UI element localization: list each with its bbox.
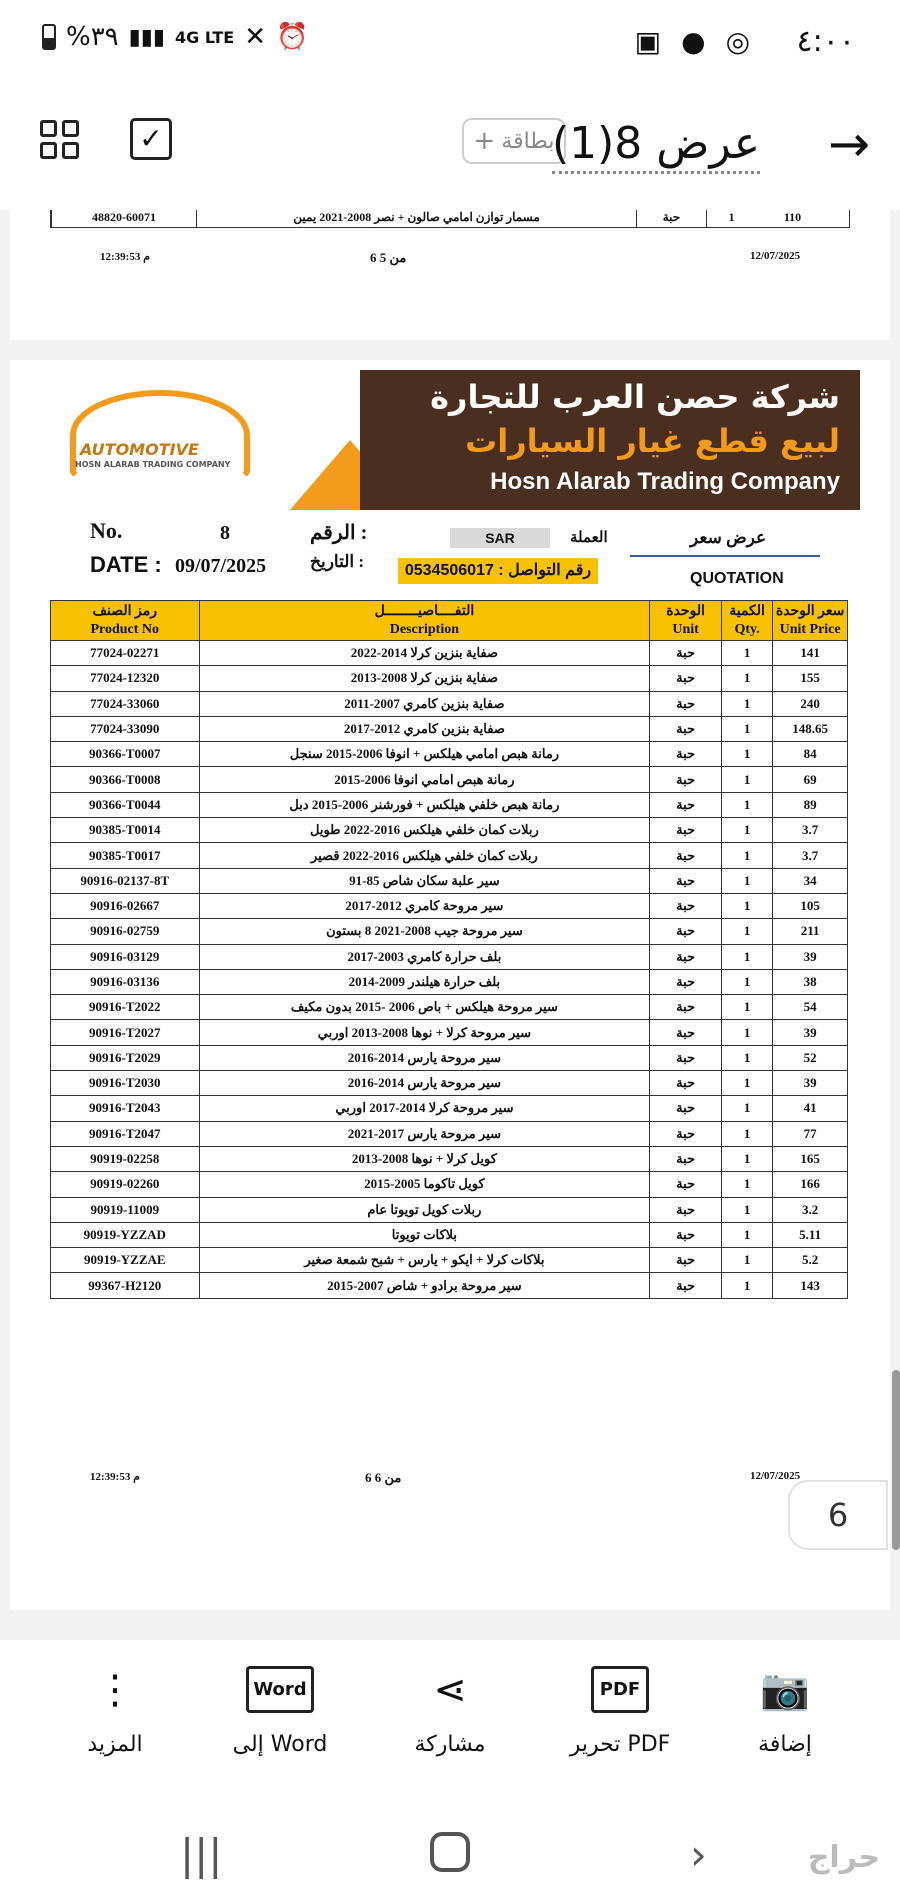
header-price-ar: سعر الوحدة [775,604,845,619]
word-icon [205,1660,355,1720]
edit-pdf-label: تحرير PDF [569,1732,671,1757]
cell-unit-price: 5.11 [773,1222,848,1247]
cell-description: بلاكات كرلا + ايكو + يارس + شبح شمعة صغير [199,1248,650,1273]
cell-unit-price: 84 [773,742,848,767]
edit-pdf-button[interactable] [545,1660,695,1757]
banner-english-title: Hosn Alarab Trading Company [490,468,840,495]
document-title[interactable]: عرض 8(1) [552,118,760,174]
gallery-icon: ▣ [634,25,662,58]
prev-part-no: 48820-60071 [51,210,196,227]
cell-unit-price: 34 [773,868,848,893]
card-button-label: بطاقة [501,128,555,154]
cell-unit-price: 165 [773,1146,848,1171]
cell-unit-price: 105 [773,893,848,918]
system-nav-bar [0,1800,900,1900]
network-type: 4G LTE [174,27,235,47]
table-row [51,1020,848,1045]
cell-unit-price: 54 [773,995,848,1020]
battery-icon [42,24,56,50]
table-row [51,969,848,994]
cell-qty: 1 [721,716,772,741]
cell-qty: 1 [721,944,772,969]
cell-product-no: 90366-T0044 [51,792,200,817]
share-button[interactable] [375,1660,525,1757]
cell-unit: حبة [650,1096,722,1121]
cell-qty: 1 [721,1273,772,1298]
cell-unit-price: 89 [773,792,848,817]
cell-qty: 1 [721,919,772,944]
cell-unit-price: 155 [773,666,848,691]
header-price [773,601,848,641]
camera-plus-icon: 📷 [760,1667,810,1713]
cell-unit-price: 148.65 [773,716,848,741]
cell-product-no: 77024-12320 [51,666,200,691]
cell-description: بلاكات تويوتا [199,1222,650,1247]
currency-label: العملة [570,530,608,546]
cell-unit-price: 141 [773,641,848,666]
cell-qty: 1 [721,1172,772,1197]
table-row [51,919,848,944]
cell-unit: حبة [650,666,722,691]
currency-value: SAR [450,528,550,548]
status-time: ٤:٠٠ [796,24,855,59]
cell-qty: 1 [721,1071,772,1096]
header-product-ar: رمز الصنف [92,604,158,619]
prev-qty: 1 [706,210,756,227]
cell-description: صفاية بنزين كامري 2007-2011 [199,691,650,716]
date-value: 09/07/2025 [175,555,267,577]
prev-row [50,210,850,228]
cell-unit-price: 39 [773,1020,848,1045]
cell-description: سير مروحة كرلا + نوها 2008-2013 اوربي [199,1020,650,1045]
cell-product-no: 90919-02258 [51,1146,200,1171]
cell-qty: 1 [721,691,772,716]
cell-unit: حبة [650,1172,722,1197]
cell-unit: حبة [650,995,722,1020]
cell-unit: حبة [650,1121,722,1146]
home-icon[interactable] [430,1832,470,1872]
cell-qty: 1 [721,792,772,817]
cell-unit-price: 3.7 [773,818,848,843]
add-button[interactable] [710,1660,860,1757]
notification-icon: ● [681,25,706,58]
footer-time: 12:39:53 م [90,1471,140,1483]
table-row [51,1273,848,1298]
pdf-edit-icon [545,1660,695,1720]
cell-unit: حبة [650,767,722,792]
header-unit [650,601,722,641]
cell-product-no: 90916-T2022 [51,995,200,1020]
banner-arabic-subtitle: لبيع قطع غيار السيارات [465,422,840,460]
table-row [51,1172,848,1197]
cell-unit-price: 39 [773,944,848,969]
cell-product-no: 90385-T0017 [51,843,200,868]
table-row [51,818,848,843]
table-row [51,1121,848,1146]
watermark: حراج [807,1840,880,1875]
cell-qty: 1 [721,767,772,792]
share-label: مشاركة [414,1732,486,1757]
cell-qty: 1 [721,1146,772,1171]
quotation-underline [630,555,820,557]
prev-footer-date: 12/07/2025 [750,250,801,262]
pdf-viewer[interactable] [0,210,900,1640]
table-row [51,767,848,792]
cell-unit-price: 69 [773,767,848,792]
back-icon[interactable]: › [690,1830,707,1879]
to-word-label: إلى Word [232,1732,328,1757]
cell-unit: حبة [650,792,722,817]
cell-product-no: 90366-T0007 [51,742,200,767]
table-row [51,868,848,893]
header-unit-ar: الوحدة [666,604,705,619]
status-bar [0,0,900,90]
prev-price: 110 [783,210,802,224]
cell-description: رمانة هبص امامي انوفا 2006-2015 [199,767,650,792]
mute-icon: ✕ [244,22,267,52]
table-row [51,716,848,741]
table-row [51,1222,848,1247]
logo-subtext: HOSN ALARAB TRADING COMPANY [75,460,231,469]
cell-unit: حبة [650,1248,722,1273]
cell-qty: 1 [721,641,772,666]
cell-unit: حبة [650,919,722,944]
recent-apps-icon[interactable]: ||| [180,1830,223,1879]
cell-description: سير مروحة برادو + شاص 2007-2015 [199,1273,650,1298]
header-qty-ar: الكمية [729,604,765,619]
cell-unit: حبة [650,843,722,868]
app-bar [0,90,900,210]
logo-text: AUTOMOTIVE [80,440,199,459]
cell-product-no: 90916-03136 [51,969,200,994]
select-icon[interactable]: ✓ [130,118,172,160]
cell-product-no: 77024-02271 [51,641,200,666]
cell-unit-price: 166 [773,1172,848,1197]
cell-description: كويل تاكوما 2005-2015 [199,1172,650,1197]
cell-unit: حبة [650,691,722,716]
cell-qty: 1 [721,995,772,1020]
cell-product-no: 99367-H2120 [51,1273,200,1298]
cell-description: رمانة هبص خلفي هيلكس + فورشنر 2006-2015 دبل [199,792,650,817]
cell-qty: 1 [721,868,772,893]
cell-unit-price: 211 [773,919,848,944]
cell-qty: 1 [721,742,772,767]
cell-unit: حبة [650,742,722,767]
cell-unit: حبة [650,1146,722,1171]
to-word-button[interactable] [205,1660,355,1757]
back-arrow-icon[interactable]: → [828,115,870,173]
cell-product-no: 77024-33090 [51,716,200,741]
table-row [51,1045,848,1070]
cell-unit-price: 3.2 [773,1197,848,1222]
more-label: المزيد [87,1732,143,1757]
header-product [51,601,200,641]
quotation-en: QUOTATION [690,570,784,587]
company-banner [50,370,860,510]
battery-percent: %٣٩ [66,22,119,52]
cell-unit-price: 52 [773,1045,848,1070]
cell-product-no: 90919-02260 [51,1172,200,1197]
cell-description: ربلات كمان خلفي هيلكس 2016-2022 طويل [199,818,650,843]
cell-description: صفاية بنزين كرلا 2014-2022 [199,641,650,666]
table-row [51,666,848,691]
cell-product-no: 77024-33060 [51,691,200,716]
cell-description: سير مروحة كرلا 2014-2017 اوربي [199,1096,650,1121]
cell-product-no: 90916-T2047 [51,1121,200,1146]
prev-footer-time: 12:39:53 م [100,251,150,263]
table-row [51,843,848,868]
cell-unit: حبة [650,818,722,843]
company-logo [50,370,310,510]
prev-footer-page: 6 من 5 [370,250,407,265]
cell-unit: حبة [650,969,722,994]
no-label: No. [90,518,123,543]
cell-qty: 1 [721,1020,772,1045]
signal-icon: ▮▮▮ [128,24,165,50]
cell-unit: حبة [650,1197,722,1222]
header-price-en: Unit Price [779,621,841,637]
cell-description: رمانة هبص امامي هيلكس + انوفا 2006-2015 سنجل [199,742,650,767]
more-icon: ⋮ [95,1667,135,1713]
cell-description: صفاية بنزين كرلا 2008-2013 [199,666,650,691]
card-button[interactable] [462,118,566,164]
cell-unit: حبة [650,1071,722,1096]
table-row [51,1197,848,1222]
cell-qty: 1 [721,1045,772,1070]
cell-description: سير مروحة يارس 2014-2016 [199,1071,650,1096]
prev-unit: حبة [636,210,706,227]
cell-product-no: 90916-T2043 [51,1096,200,1121]
cell-qty: 1 [721,1121,772,1146]
cell-unit-price: 38 [773,969,848,994]
scrollbar[interactable] [892,1370,900,1550]
cell-product-no: 90916-T2030 [51,1071,200,1096]
cell-unit-price: 143 [773,1273,848,1298]
contact-number: رقم التواصل : 0534506017 [398,558,598,584]
table-row [51,1096,848,1121]
status-left-icons [42,22,308,52]
cell-qty: 1 [721,818,772,843]
banner-arabic-title: شركة حصن العرب للتجارة [430,378,840,416]
quotation-ar: عرض سعر [690,528,767,547]
prev-desc: مسمار توازن امامي صالون + نصر 2008-2021 يمين [196,210,636,227]
cell-description: سير مروحة جيب 2008-2021 8 بستون [199,919,650,944]
cell-unit: حبة [650,1020,722,1045]
no-label-ar: الرقم : [310,522,368,544]
table-row [51,742,848,767]
cell-description: بلف حرارة كامري 2003-2017 [199,944,650,969]
table-row [51,641,848,666]
cell-unit: حبة [650,641,722,666]
previous-page [10,210,890,340]
cell-product-no: 90916-02667 [51,893,200,918]
table-header-row [51,601,848,641]
share-icon: ⋖ [433,1667,467,1713]
cell-qty: 1 [721,893,772,918]
quotation-table [50,600,848,1299]
cell-unit: حبة [650,868,722,893]
cell-description: سير مروحة هيلكس + باص 2006 -2015 بدون مكيف [199,995,650,1020]
more-button[interactable] [40,1660,190,1757]
table-row [51,995,848,1020]
date-label-ar: التاريخ : [310,552,365,571]
cell-unit-price: 3.7 [773,843,848,868]
table-row [51,1248,848,1273]
cell-product-no: 90916-02137-8T [51,868,200,893]
cell-description: سير علبة سكان شاص 85-91 [199,868,650,893]
cell-product-no: 90919-YZZAD [51,1222,200,1247]
cell-qty: 1 [721,1248,772,1273]
cell-unit-price: 240 [773,691,848,716]
header-desc-en: Description [389,621,459,637]
header-qty [721,601,772,641]
cell-unit-price: 39 [773,1071,848,1096]
cell-qty: 1 [721,843,772,868]
table-row [51,1071,848,1096]
footer-date: 12/07/2025 [750,1470,801,1482]
status-right-icons [635,25,750,58]
cell-product-no: 90366-T0008 [51,767,200,792]
table-row [51,792,848,817]
banner-dark-panel [360,370,860,510]
cell-description: سير مروحة يارس 2017-2021 [199,1121,650,1146]
cell-unit: حبة [650,1222,722,1247]
cell-product-no: 90919-YZZAE [51,1248,200,1273]
header-unit-en: Unit [672,621,699,637]
cell-product-no: 90916-03129 [51,944,200,969]
cell-unit-price: 5.2 [773,1248,848,1273]
alarm-icon: ⏰ [276,22,309,52]
cell-qty: 1 [721,1096,772,1121]
cell-qty: 1 [721,969,772,994]
footer-page: 6 من 6 [365,1470,402,1485]
current-page [10,360,890,1610]
word-icon-text: Word [246,1666,313,1713]
header-description [199,601,650,641]
cell-product-no: 90916-T2027 [51,1020,200,1045]
cell-unit: حبة [650,893,722,918]
cell-unit: حبة [650,944,722,969]
cell-qty: 1 [721,1222,772,1247]
cell-product-no: 90919-11009 [51,1197,200,1222]
date-label: DATE : [90,552,162,577]
cell-unit: حبة [650,1273,722,1298]
header-qty-en: Qty. [734,621,760,637]
cell-description: سير مروحة كامري 2012-2017 [199,893,650,918]
cell-product-no: 90385-T0014 [51,818,200,843]
cell-qty: 1 [721,666,772,691]
cell-description: ربلات كويل تويوتا عام [199,1197,650,1222]
add-label: إضافة [758,1732,812,1757]
table-row [51,691,848,716]
table-row [51,1146,848,1171]
table-row [51,944,848,969]
cell-description: سير مروحة يارس 2014-2016 [199,1045,650,1070]
grid-view-icon[interactable] [40,120,80,160]
bottom-action-bar [0,1640,900,1800]
cell-unit-price: 77 [773,1121,848,1146]
pdf-icon-text: PDF [591,1666,649,1713]
header-product-en: Product No [90,621,160,637]
cell-description: صفاية بنزين كامري 2012-2017 [199,716,650,741]
cell-product-no: 90916-02759 [51,919,200,944]
cell-description: بلف حرارة هيلندر 2009-2014 [199,969,650,994]
plus-icon: + [473,126,496,156]
header-desc-ar: التفــــاصيــــــــل [374,604,475,619]
cell-unit: حبة [650,1045,722,1070]
page-indicator[interactable]: 6 [788,1480,888,1550]
cell-unit-price: 41 [773,1096,848,1121]
cell-description: ربلات كمان خلفي هيلكس 2016-2022 قصير [199,843,650,868]
whatsapp-icon: ◎ [725,25,750,58]
cell-unit: حبة [650,716,722,741]
no-value: 8 [220,522,230,544]
table-row [51,893,848,918]
cell-description: كويل كرلا + نوها 2008-2013 [199,1146,650,1171]
cell-product-no: 90916-T2029 [51,1045,200,1070]
cell-qty: 1 [721,1197,772,1222]
